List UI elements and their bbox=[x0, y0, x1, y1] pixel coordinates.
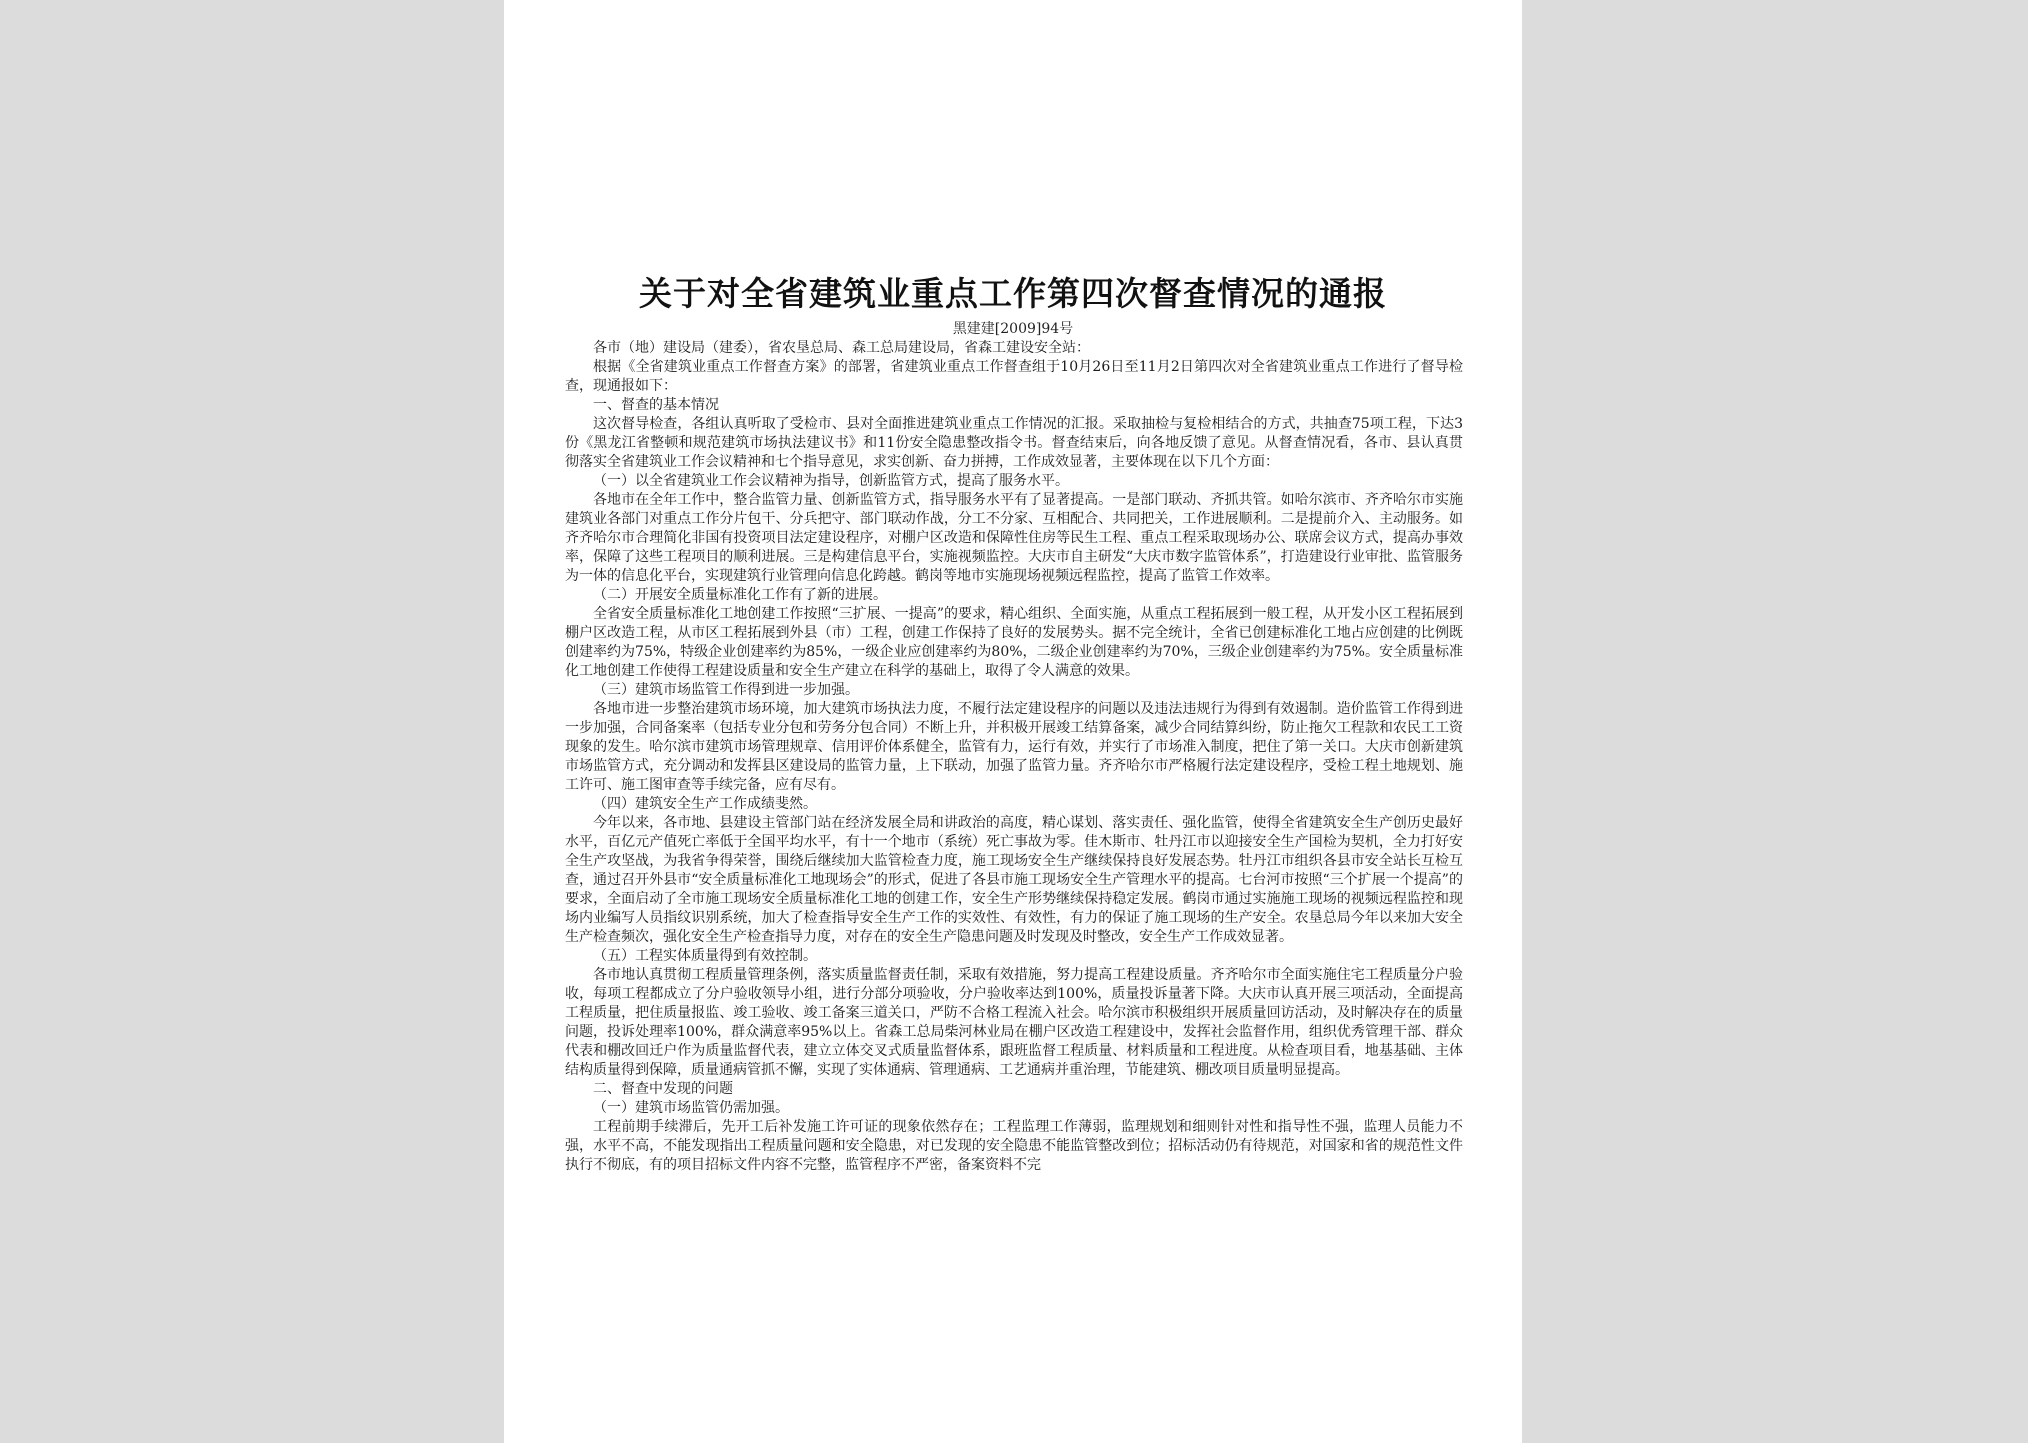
paragraph: 各市地认真贯彻工程质量管理条例，落实质量监督责任制，采取有效措施，努力提高工程建设质量。齐齐哈尔市全面实施住宅工程质量分户验收，每项工程都成立了分户验收领导小组，进行分部分项验收，分户验收率达到100%，质量投诉量著下降。大庆市认真开展三项活动，全面提高工程质量，把住质量报监、竣工验收、竣工备案三道关口，严防不合格工程流入社会。哈尔滨市积极组织开展质量回访活动，及时解决存在的质量问题，投诉处理率100%，群众满意率95%以上。省森工总局柴河林业局在棚户区改造工程建设中，发挥社会监督作用，组织优秀管理干部、群众代表和棚改回迁户作为质量监督代表，建立立体交叉式质量监督体系，跟班监督工程质量、材料质量和工程进度。从检查项目看，地基基础、主体结构质量得到保障，质量通病管抓不懈，实现了实体通病、管理通病、工艺通病并重治理，节能建筑、棚改项目质量明显提高。 bbox=[565, 967, 1463, 1078]
document-title: 关于对全省建筑业重点工作第四次督查情况的通报 bbox=[639, 274, 1387, 313]
paragraph: 这次督导检查，各组认真听取了受检市、县对全面推进建筑业重点工作情况的汇报。采取抽检与复检相结合的方式，共抽查75项工程，下达3份《黑龙江省整顿和规范建筑市场执法建议书》和11份安全隐患整改指令书。督查结束后，向各地反馈了意见。从督查情况看，各市、县认真贯彻落实全省建筑业工作会议精神和七个指导意见，求实创新、奋力拼搏，工作成效显著，主要体现在以下几个方面： bbox=[565, 416, 1463, 470]
document-number: 黑建建[2009]94号 bbox=[952, 321, 1074, 337]
paragraph: （三）建筑市场监管工作得到进一步加强。 bbox=[593, 682, 859, 698]
paragraph: （四）建筑安全生产工作成绩斐然。 bbox=[593, 796, 817, 812]
paragraph: 各地市在全年工作中，整合监管力量、创新监管方式，指导服务水平有了显著提高。一是部门联动、齐抓共管。如哈尔滨市、齐齐哈尔市实施建筑业各部门对重点工作分片包干、分兵把守、部门联动作战，分工不分家、互相配合、共同把关，工作进展顺利。二是提前介入、主动服务。如齐齐哈尔市合理简化非国有投资项目法定建设程序，对棚户区改造和保障性住房等民生工程、重点工程采取现场办公、联席会议方式，提高办事效率，保障了这些工程项目的顺利进展。三是构建信息平台，实施视频监控。大庆市自主研发“大庆市数字监管体系”，打造建设行业审批、监管服务为一体的信息化平台，实现建筑行业管理向信息化跨越。鹤岗等地市实施现场视频远程监控，提高了监管工作效率。 bbox=[565, 492, 1463, 584]
paragraph: 各市（地）建设局（建委），省农垦总局、森工总局建设局，省森工建设安全站： bbox=[593, 340, 1090, 356]
document-page bbox=[504, 0, 1522, 1443]
paragraph: （二）开展安全质量标准化工作有了新的进展。 bbox=[593, 587, 887, 603]
paragraph: 全省安全质量标准化工地创建工作按照“三扩展、一提高”的要求，精心组织、全面实施，从重点工程拓展到一般工程，从开发小区工程拓展到棚户区改造工程，从市区工程拓展到外县（市）工程，创建工作保持了良好的发展势头。据不完全统计，全省已创建标准化工地占应创建的比例既创建率约为75%，特级企业创建率约为85%，一级企业应创建率约为80%，二级企业创建率约为70%，三级企业创建率约为75%。安全质量标准化工地创建工作使得工程建设质量和安全生产建立在科学的基础上，取得了令人满意的效果。 bbox=[565, 606, 1463, 679]
paragraph: 二、督查中发现的问题 bbox=[593, 1081, 733, 1097]
paragraph: 工程前期手续滞后，先开工后补发施工许可证的现象依然存在；工程监理工作薄弱，监理规划和细则针对性和指导性不强，监理人员能力不强，水平不高，不能发现指出工程质量问题和安全隐患，对已发现的安全隐患不能监管整改到位；招标活动仍有待规范，对国家和省的规范性文件执行不彻底，有的项目招标文件内容不完整，监管程序不严密，备案资料不完 bbox=[565, 1119, 1463, 1173]
paragraph: （一）以全省建筑业工作会议精神为指导，创新监管方式，提高了服务水平。 bbox=[593, 473, 1069, 489]
paragraph: 今年以来，各市地、县建设主管部门站在经济发展全局和讲政治的高度，精心谋划、落实责任、强化监管，使得全省建筑安全生产创历史最好水平，百亿元产值死亡率低于全国平均水平，有十一个地市（系统）死亡事故为零。佳木斯市、牡丹江市以迎接安全生产国检为契机，全力打好安全生产攻坚战，为我省争得荣誉，围绕后继续加大监管检查力度，施工现场安全生产继续保持良好发展态势。牡丹江市组织各县市安全站长互检互查，通过召开外县市“安全质量标准化工地现场会”的形式，促进了各县市施工现场安全生产管理水平的提高。七台河市按照“三个扩展一个提高”的要求，全面启动了全市施工现场安全质量标准化工地的创建工作，安全生产形势继续保持稳定发展。鹤岗市通过实施施工现场的视频远程监控和现场内业编写人员指纹识别系统，加大了检查指导安全生产工作的实效性、有效性，有力的保证了施工现场的生产安全。农垦总局今年以来加大安全生产检查频次，强化安全生产检查指导力度，对存在的安全生产隐患问题及时发现及时整改，安全生产工作成效显著。 bbox=[565, 815, 1463, 945]
document-body bbox=[565, 339, 1463, 1175]
paragraph: 一、督查的基本情况 bbox=[593, 397, 719, 413]
paragraph: 各地市进一步整治建筑市场环境，加大建筑市场执法力度，不履行法定建设程序的问题以及违法违规行为得到有效遏制。造价监管工作得到进一步加强，合同备案率（包括专业分包和劳务分包合同）不断上升，并积极开展竣工结算备案，减少合同结算纠纷，防止拖欠工程款和农民工工资现象的发生。哈尔滨市建筑市场管理规章、信用评价体系健全，监管有力，运行有效，并实行了市场准入制度，把住了第一关口。大庆市创新建筑市场监管方式，充分调动和发挥县区建设局的监管力量，上下联动，加强了监管力量。齐齐哈尔市严格履行法定建设程序，受检工程土地规划、施工许可、施工图审查等手续完备，应有尽有。 bbox=[565, 701, 1463, 793]
paragraph: （五）工程实体质量得到有效控制。 bbox=[593, 948, 817, 964]
paragraph: 根据《全省建筑业重点工作督查方案》的部署，省建筑业重点工作督查组于10月26日至11月2日第四次对全省建筑业重点工作进行了督导检查，现通报如下： bbox=[565, 359, 1463, 394]
paragraph: （一）建筑市场监管仍需加强。 bbox=[593, 1100, 789, 1116]
